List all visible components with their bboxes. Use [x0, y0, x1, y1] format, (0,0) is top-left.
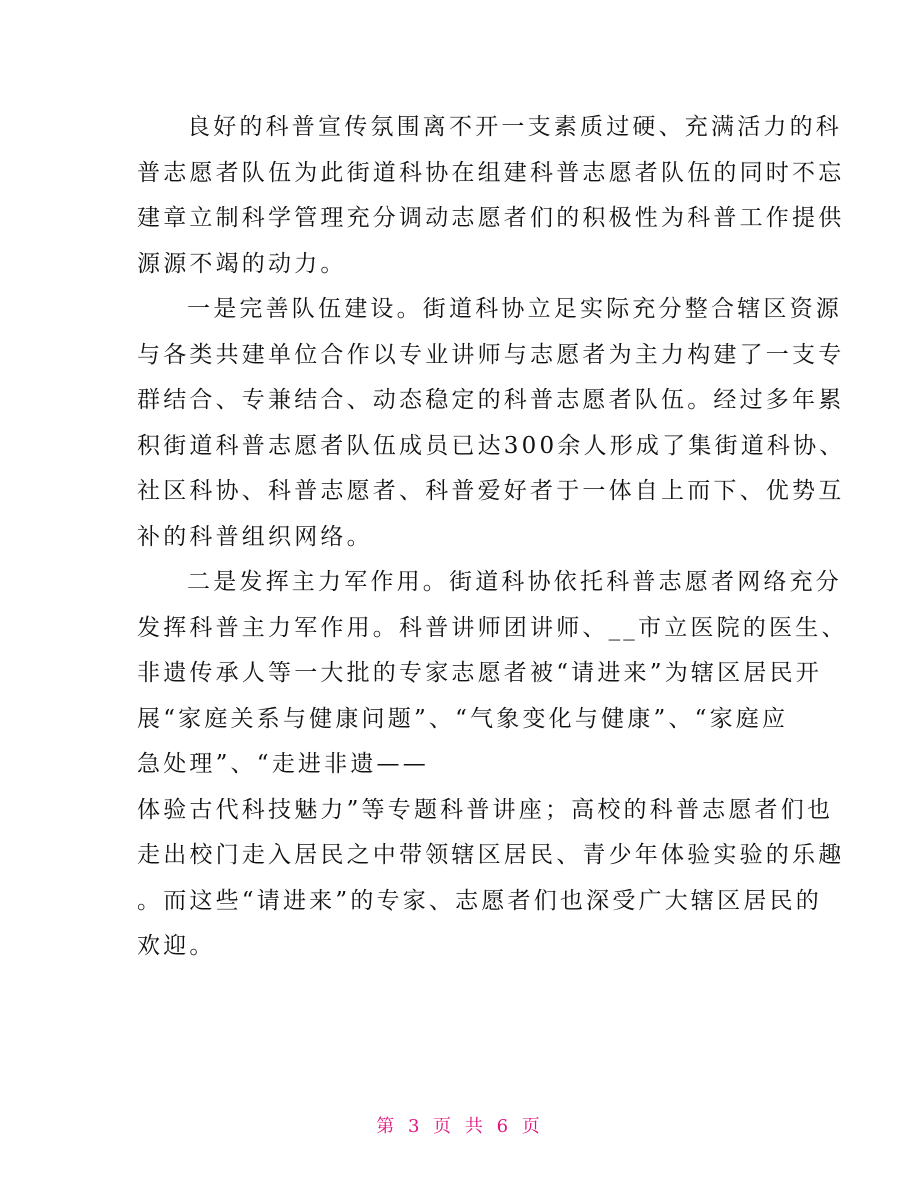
paragraph — [137, 560, 848, 970]
paragraph-line: 急处理”、“走进非遗—— — [137, 751, 429, 777]
paragraph-line: 展“家庭关系与健康问题”、“气象变化与健康”、“家庭应 — [137, 705, 789, 732]
paragraph-line: 源源不竭的动力。 — [137, 250, 347, 277]
paragraph-line: 良好的科普宣传氛围离不开一支素质过硬、充满活力的科 — [187, 114, 842, 140]
paragraph — [137, 105, 845, 287]
paragraph — [137, 287, 846, 560]
paragraph-line: 社区科协、科普志愿者、科普爱好者于一体自上而下、优势互 — [137, 478, 845, 504]
paragraph-line: 走出校门走入居民之中带领辖区居民、青少年体验实验的乐趣 — [137, 842, 845, 868]
paragraph-line: 二是发挥主力军作用。街道科协依托科普志愿者网络充分 — [187, 569, 842, 595]
paragraph-line: 发挥科普主力军作用。科普讲师团讲师、__市立医院的医生、 — [137, 614, 848, 641]
paragraph-line: 普志愿者队伍为此街道科协在组建科普志愿者队伍的同时不忘 — [137, 159, 845, 186]
paragraph-line: 群结合、专兼结合、动态稳定的科普志愿者队伍。经过多年累 — [137, 387, 845, 413]
paragraph-line: 补的科普组织网络。 — [137, 523, 373, 550]
page-number-footer: 第 3 页 共 6 页 — [376, 1116, 544, 1137]
paragraph-line: 体验古代科技魅力”等专题科普讲座；高校的科普志愿者们也 — [137, 796, 834, 823]
document-body — [137, 105, 848, 970]
paragraph-line: 一是完善队伍建设。街道科协立足实际充分整合辖区资源 — [187, 296, 842, 322]
paragraph-line: 建章立制科学管理充分调动志愿者们的积极性为科普工作提供 — [137, 205, 845, 231]
paragraph-line: 积街道科普志愿者队伍成员已达300余人形成了集街道科协、 — [137, 432, 846, 459]
paragraph-line: 与各类共建单位合作以专业讲师与志愿者为主力构建了一支专 — [137, 341, 845, 368]
paragraph-line: 欢迎。 — [137, 933, 216, 959]
paragraph-line: 非遗传承人等一大批的专家志愿者被“请进来”为辖区居民开 — [137, 660, 822, 686]
paragraph-line: 。而这些“请进来”的专家、志愿者们也深受广大辖区居民的 — [137, 887, 822, 914]
